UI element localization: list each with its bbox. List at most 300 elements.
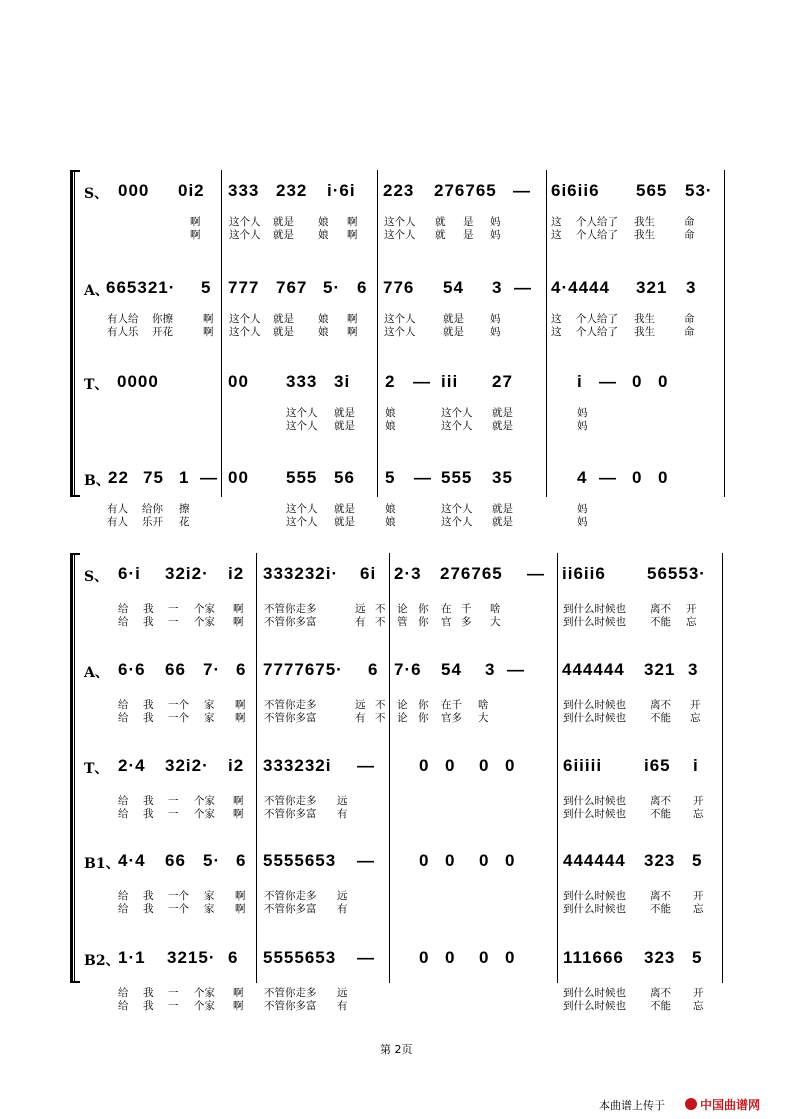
lyric-word: 一个 (168, 890, 189, 902)
note-group: 75 (143, 468, 164, 487)
note-group: 0 (419, 756, 430, 775)
lyric-word: 忘 (693, 808, 704, 820)
note-group: — (527, 564, 545, 583)
note-group: 5 (692, 851, 703, 870)
lyric-word: 在千 (441, 699, 462, 711)
lyric-word: 有 (355, 616, 366, 628)
lyric-word: 个家 (194, 795, 215, 807)
note-group: 444444 (562, 660, 625, 679)
note-group: 5555653 (263, 851, 337, 870)
note-group: 3215· (167, 948, 216, 967)
note-group: i2 (228, 756, 245, 775)
voice-label: A、 (84, 665, 109, 681)
system-bracket (70, 553, 73, 983)
lyric-word: 啊 (233, 987, 244, 999)
lyric-word: 论 (397, 603, 408, 615)
lyric-word: 啊 (235, 903, 246, 915)
note-group: 0 (658, 468, 669, 487)
lyric-word: 离不 (650, 890, 671, 902)
note-group: 53· (685, 181, 713, 200)
lyric-word: 到什么时候也 (563, 987, 626, 999)
lyric-word: 一 (168, 616, 179, 628)
lyric-word: 啊 (190, 229, 201, 241)
lyric-word: 是 (463, 229, 474, 241)
lyric-word: 到什么时候也 (563, 808, 626, 820)
lyric-word: 乐开 (142, 516, 163, 528)
lyric-word: 这 (551, 326, 562, 338)
note-group: 5 (385, 468, 396, 487)
note-group: 5555653 (263, 948, 337, 967)
lyric-word: 多 (461, 616, 472, 628)
lyric-word: 这个人 (441, 407, 473, 419)
lyric-word: 啊 (203, 313, 214, 325)
lyric-word: 就是 (273, 229, 294, 241)
lyric-word: 啊 (233, 795, 244, 807)
lyric-word: 远 (355, 603, 366, 615)
note-group: — (200, 468, 218, 487)
lyric-word: 不管你多富 (264, 1000, 317, 1012)
note-group: 6i (360, 564, 377, 583)
lyric-word: 个家 (194, 1000, 215, 1012)
system-bracket-line (74, 553, 75, 983)
barline (256, 553, 257, 983)
note-group: 665321· (106, 278, 176, 297)
note-group: 6i6ii6 (551, 181, 600, 200)
lyric-word: 离不 (650, 699, 671, 711)
note-group: 555 (441, 468, 473, 487)
lyric-word: 一 (168, 987, 179, 999)
note-group: 7· (203, 660, 221, 679)
note-group: 54 (443, 278, 464, 297)
note-group: 56553· (647, 564, 706, 583)
lyric-word: 这 (551, 216, 562, 228)
lyric-word: 不 (375, 712, 386, 724)
lyric-word: 就是 (492, 516, 513, 528)
lyric-word: 不能 (650, 808, 671, 820)
lyric-word: 论 (397, 699, 408, 711)
note-group: 0 (419, 948, 430, 967)
note-group: 3 (686, 278, 697, 297)
lyric-word: 给 (118, 890, 129, 902)
lyric-word: 我生 (634, 216, 655, 228)
note-group: 5· (203, 851, 221, 870)
lyric-word: 给 (118, 603, 129, 615)
lyric-word: 娘 (385, 420, 396, 432)
note-group: i2 (228, 564, 245, 583)
voice-label: B、 (84, 473, 110, 489)
lyric-word: 娘 (385, 516, 396, 528)
lyric-word: 到什么时候也 (563, 903, 626, 915)
lyric-word: 就 (435, 229, 446, 241)
lyric-word: 不管你多富 (264, 903, 317, 915)
lyric-word: 一 (168, 1000, 179, 1012)
site-brand-name: 中国曲谱网 (700, 1098, 761, 1112)
note-group: 4·4 (118, 851, 146, 870)
note-group: 555 (286, 468, 318, 487)
note-group: 6iiiii (563, 756, 603, 775)
lyric-word: 花 (179, 516, 190, 528)
lyric-word: 开 (693, 795, 704, 807)
note-group: 00 (228, 372, 249, 391)
lyric-word: 啥 (478, 699, 489, 711)
lyric-word: 不 (375, 699, 386, 711)
lyric-word: 管 (397, 616, 408, 628)
lyric-word: 论 (397, 712, 408, 724)
lyric-word: 有人 (107, 516, 128, 528)
lyric-word: 娘 (385, 407, 396, 419)
lyric-word: 妈 (490, 313, 501, 325)
note-group: — (507, 660, 525, 679)
note-group: 6 (368, 660, 379, 679)
lyric-word: 娘 (318, 326, 329, 338)
note-group: 333 (286, 372, 318, 391)
lyric-word: 我 (143, 1000, 154, 1012)
lyric-word: 就是 (492, 503, 513, 515)
lyric-word: 不能 (650, 903, 671, 915)
lyric-word: 远 (337, 795, 348, 807)
note-group: 7·6 (394, 660, 422, 679)
lyric-word: 我 (143, 699, 154, 711)
note-group: 767 (276, 278, 308, 297)
lyric-word: 啊 (235, 890, 246, 902)
note-group: — (357, 851, 375, 870)
lyric-word: 就 (435, 216, 446, 228)
note-group: — (357, 756, 375, 775)
lyric-word: 这个人 (441, 503, 473, 515)
lyric-word: 给 (118, 699, 129, 711)
lyric-word: 到什么时候也 (563, 603, 626, 615)
note-group: 4 (577, 468, 588, 487)
lyric-word: 命 (684, 216, 695, 228)
lyric-word: 就是 (334, 516, 355, 528)
lyric-word: 命 (684, 326, 695, 338)
note-group: 777 (228, 278, 260, 297)
lyric-word: 有 (337, 903, 348, 915)
lyric-word: 娘 (385, 503, 396, 515)
note-group: 32i2· (165, 564, 209, 583)
lyric-word: 我 (143, 603, 154, 615)
note-group: 00 (228, 468, 249, 487)
bracket-hook (70, 170, 80, 172)
note-group: 0 (505, 851, 516, 870)
lyric-word: 这个人 (384, 313, 416, 325)
note-group: — (513, 181, 531, 200)
lyric-word: 离不 (650, 795, 671, 807)
lyric-word: 远 (355, 699, 366, 711)
note-group: 6 (236, 660, 247, 679)
lyric-word: 远 (337, 890, 348, 902)
note-group: ii6ii6 (562, 564, 606, 583)
lyric-word: 忘 (693, 1000, 704, 1012)
lyric-word: 一个 (168, 699, 189, 711)
lyric-word: 个家 (194, 808, 215, 820)
note-group: 0 (479, 948, 490, 967)
note-group: 321 (644, 660, 676, 679)
lyric-word: 这个人 (384, 216, 416, 228)
lyric-word: 不能 (650, 616, 671, 628)
note-group: 5 (201, 278, 212, 297)
upload-notice: 本曲谱上传于 (599, 1099, 665, 1112)
lyric-word: 给 (118, 795, 129, 807)
lyric-word: 啊 (233, 603, 244, 615)
lyric-word: 大 (478, 712, 489, 724)
note-group: 5· (323, 278, 341, 297)
lyric-word: 妈 (577, 420, 588, 432)
lyric-word: 啊 (233, 808, 244, 820)
note-group: 6·i (118, 564, 141, 583)
note-group: — (357, 948, 375, 967)
lyric-word: 这个人 (286, 503, 318, 515)
lyric-word: 啥 (490, 603, 501, 615)
note-group: 321 (636, 278, 668, 297)
lyric-word: 啊 (233, 1000, 244, 1012)
lyric-word: 家 (204, 699, 215, 711)
voice-label: T、 (84, 761, 109, 777)
note-group: 276765 (434, 181, 497, 200)
lyric-word: 忘 (693, 903, 704, 915)
lyric-word: 这个人 (384, 229, 416, 241)
lyric-word: 擦 (179, 503, 190, 515)
lyric-word: 这个人 (229, 229, 261, 241)
lyric-word: 忘 (686, 616, 697, 628)
note-group: 2·3 (394, 564, 422, 583)
lyric-word: 离不 (650, 603, 671, 615)
note-group: 0 (632, 468, 643, 487)
note-group: 2 (385, 372, 396, 391)
lyric-word: 就是 (334, 420, 355, 432)
barline (722, 553, 723, 983)
note-group: 0 (479, 851, 490, 870)
note-group: 7777675· (263, 660, 343, 679)
lyric-word: 个人给了 (576, 229, 618, 241)
note-group: 4·4444 (551, 278, 610, 297)
note-group: 0000 (117, 372, 159, 391)
lyric-word: 这个人 (286, 420, 318, 432)
voice-label: S、 (84, 186, 109, 202)
voice-label: S、 (84, 569, 109, 585)
lyric-word: 我 (143, 903, 154, 915)
lyric-word: 一个 (168, 903, 189, 915)
note-group: 333 (228, 181, 260, 200)
note-group: 0 (445, 948, 456, 967)
lyric-word: 给 (118, 808, 129, 820)
lyric-word: 我生 (634, 326, 655, 338)
note-group: — (413, 372, 431, 391)
lyric-word: 这个人 (286, 407, 318, 419)
lyric-word: 命 (684, 313, 695, 325)
note-group: — (514, 278, 532, 297)
note-group: 323 (644, 851, 676, 870)
lyric-word: 我 (143, 712, 154, 724)
lyric-word: 就是 (273, 326, 294, 338)
lyric-word: 有人 (107, 503, 128, 515)
lyric-word: 有人给 (107, 313, 139, 325)
voice-label: A、 (84, 283, 109, 299)
lyric-word: 啊 (347, 229, 358, 241)
lyric-word: 一 (168, 603, 179, 615)
note-group: — (599, 468, 617, 487)
lyric-word: 个家 (194, 603, 215, 615)
note-group: 276765 (440, 564, 503, 583)
voice-label: T、 (84, 377, 109, 393)
note-group: 776 (383, 278, 415, 297)
lyric-word: 不管你走多 (264, 890, 317, 902)
note-group: 6 (236, 851, 247, 870)
lyric-word: 我 (143, 616, 154, 628)
lyric-word: 你 (418, 712, 429, 724)
lyric-word: 这 (551, 313, 562, 325)
lyric-word: 这个人 (441, 420, 473, 432)
lyric-word: 远 (337, 987, 348, 999)
note-group: 6 (228, 948, 239, 967)
note-group: 1·1 (118, 948, 146, 967)
note-group: 565 (636, 181, 668, 200)
page-number: 第 2页 (380, 1043, 413, 1056)
barline (389, 553, 390, 983)
note-group: 32i2· (165, 756, 209, 775)
lyric-word: 有人乐 (107, 326, 139, 338)
note-group: 0i2 (178, 181, 205, 200)
note-group: 111666 (563, 948, 624, 967)
lyric-word: 啊 (235, 699, 246, 711)
lyric-word: 不管你走多 (264, 795, 317, 807)
note-group: 5 (692, 948, 703, 967)
lyric-word: 妈 (577, 503, 588, 515)
lyric-word: 个人给了 (576, 216, 618, 228)
lyric-word: 一 (168, 795, 179, 807)
lyric-word: 忘 (690, 712, 701, 724)
note-group: 6·6 (118, 660, 146, 679)
note-group: 2·4 (118, 756, 146, 775)
system-bracket-line (74, 170, 75, 497)
note-group: 0 (479, 756, 490, 775)
lyric-word: 这个人 (229, 216, 261, 228)
lyric-word: 个人给了 (576, 326, 618, 338)
lyric-word: 到什么时候也 (563, 616, 626, 628)
lyric-word: 啊 (203, 326, 214, 338)
lyric-word: 一个 (168, 712, 189, 724)
lyric-word: 有 (337, 808, 348, 820)
lyric-word: 啊 (347, 313, 358, 325)
note-group: 6 (357, 278, 368, 297)
bracket-hook (70, 981, 80, 983)
lyric-word: 就是 (334, 503, 355, 515)
lyric-word: 就是 (492, 420, 513, 432)
lyric-word: 到什么时候也 (563, 1000, 626, 1012)
lyric-word: 你 (418, 616, 429, 628)
lyric-word: 官多 (441, 712, 462, 724)
note-group: i·6i (327, 181, 356, 200)
note-group: 0 (445, 756, 456, 775)
note-group: 1 (179, 468, 190, 487)
note-group: i65 (644, 756, 671, 775)
lyric-word: 我生 (634, 229, 655, 241)
lyric-word: 妈 (490, 216, 501, 228)
lyric-word: 这 (551, 229, 562, 241)
note-group: 66 (165, 660, 186, 679)
bracket-hook (70, 495, 80, 497)
note-group: 0 (505, 756, 516, 775)
bracket-hook (70, 553, 80, 555)
lyric-word: 妈 (490, 229, 501, 241)
lyric-word: 我 (143, 890, 154, 902)
voice-label: B2、 (84, 953, 120, 969)
lyric-word: 啊 (190, 216, 201, 228)
lyric-word: 你 (418, 699, 429, 711)
lyric-word: 官 (441, 616, 452, 628)
lyric-word: 妈 (577, 516, 588, 528)
lyric-word: 不能 (650, 1000, 671, 1012)
lyric-word: 给 (118, 616, 129, 628)
lyric-word: 不能 (650, 712, 671, 724)
system-bracket (70, 170, 73, 497)
lyric-word: 不管你走多 (264, 699, 317, 711)
barline (221, 170, 222, 497)
lyric-word: 到什么时候也 (563, 795, 626, 807)
lyric-word: 不管你走多 (264, 603, 317, 615)
note-group: — (414, 468, 432, 487)
lyric-word: 到什么时候也 (563, 890, 626, 902)
site-logo-icon (685, 1098, 697, 1110)
lyric-word: 给你 (142, 503, 163, 515)
lyric-word: 这个人 (229, 326, 261, 338)
note-group: 0 (505, 948, 516, 967)
lyric-word: 不管你多富 (264, 712, 317, 724)
lyric-word: 家 (204, 890, 215, 902)
note-group: i (577, 372, 583, 391)
lyric-word: 我 (143, 987, 154, 999)
lyric-word: 就是 (443, 326, 464, 338)
lyric-word: 我 (143, 795, 154, 807)
lyric-word: 这个人 (441, 516, 473, 528)
lyric-word: 不管你走多 (264, 987, 317, 999)
lyric-word: 就是 (492, 407, 513, 419)
lyric-word: 这个人 (384, 326, 416, 338)
lyric-word: 命 (684, 229, 695, 241)
lyric-word: 这个人 (286, 516, 318, 528)
note-group: 323 (644, 948, 676, 967)
barline (724, 170, 725, 497)
lyric-word: 娘 (318, 229, 329, 241)
lyric-word: 不管你多富 (264, 616, 317, 628)
note-group: 3 (688, 660, 699, 679)
note-group: 56 (334, 468, 355, 487)
lyric-word: 到什么时候也 (563, 699, 626, 711)
lyric-word: 给 (118, 987, 129, 999)
lyric-word: 我生 (634, 313, 655, 325)
note-group: 22 (108, 468, 129, 487)
lyric-word: 啊 (347, 216, 358, 228)
note-group: 66 (165, 851, 186, 870)
barline (546, 170, 547, 497)
barline (377, 170, 378, 497)
note-group: 3i (334, 372, 351, 391)
barline (557, 553, 558, 983)
lyric-word: 有 (355, 712, 366, 724)
note-group: 3 (492, 278, 503, 297)
note-group: 333232i (263, 756, 332, 775)
note-group: 444444 (563, 851, 626, 870)
lyric-word: 给 (118, 712, 129, 724)
lyric-word: 不 (375, 603, 386, 615)
lyric-word: 就是 (443, 313, 464, 325)
note-group: 27 (492, 372, 513, 391)
lyric-word: 开 (690, 699, 701, 711)
lyric-word: 就是 (273, 313, 294, 325)
lyric-word: 妈 (577, 407, 588, 419)
note-group: 232 (276, 181, 308, 200)
lyric-word: 千 (461, 603, 472, 615)
